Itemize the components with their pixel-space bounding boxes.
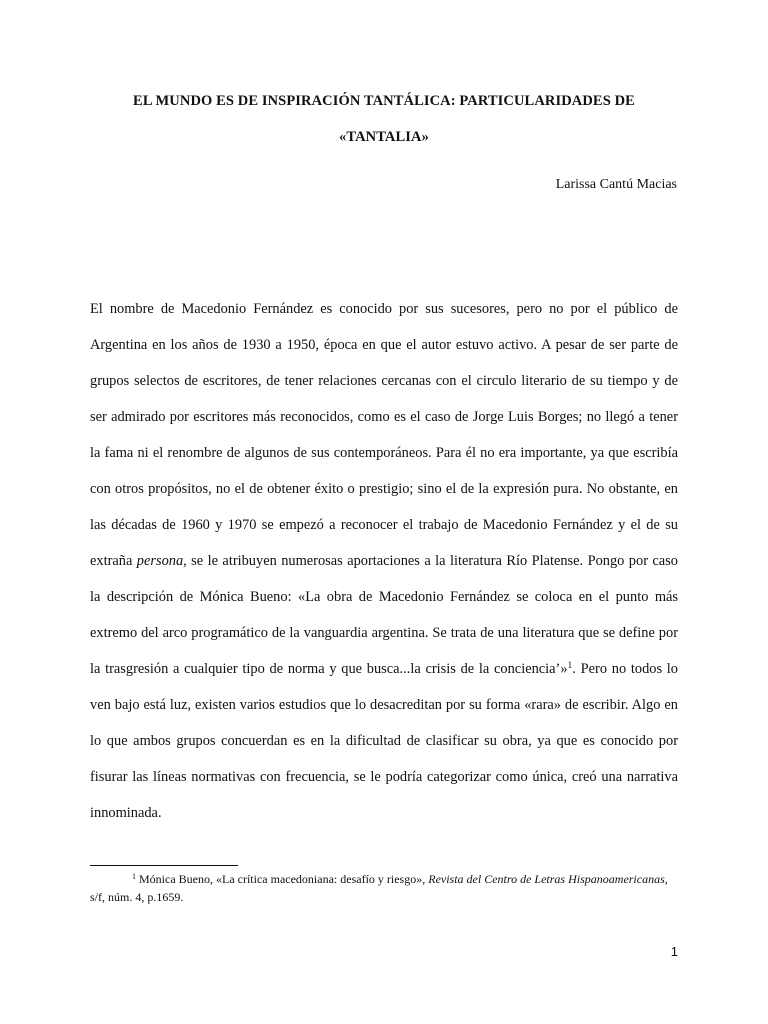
footnote-journal-title: Revista del Centro de Letras Hispanoamericanas: [428, 872, 665, 886]
footnote-text: Mónica Bueno, «La crítica macedoniana: desafío y riesgo»,: [136, 872, 429, 886]
document-title-line-2: «TANTALIA»: [339, 129, 429, 145]
document-title-line-1: EL MUNDO ES DE INSPIRACIÓN TANTÁLICA: PARTICULARIDADES DE: [133, 93, 635, 109]
footnote-citation-tail: , s/f, núm. 4, p.1659.: [90, 872, 668, 904]
footnote-separator: [90, 865, 238, 866]
paragraph-text-2: se le atribuyen numerosas aportaciones a la literatura Río Platense. Pongo por caso la descripción de Mónica Bueno: «La obra de Macedonio Fernández se coloca en el punto más extremo del arco programático de la vanguardia argentina. Se trata de una literatura que se define por la trasgresión a cualquier tipo de norma y que busca...la crisis de la conciencia’»: [90, 553, 678, 677]
author-name: Larissa Cantú Macias: [555, 177, 677, 192]
italic-word-persona: persona,: [136, 553, 187, 569]
footnote-reference[interactable]: 1: [567, 661, 573, 671]
paragraph-text-3: . Pero no todos lo ven bajo está luz, existen varios estudios que lo desacreditan por su forma «rara» de escribir. Algo en lo que ambos grupos concuerdan es en la dificultad de clasificar su obra, ya que es conocido por fisurar las líneas normativas con frecuencia, se le podría categorizar como única, creó una narrativa innominada.: [90, 661, 678, 821]
paragraph-text-1: El nombre de Macedonio Fernández es conocido por sus sucesores, pero no por el público de Argentina en los años de 1930 a 1950, época en que el autor estuvo activo. A pesar de ser parte de grupos selectos de escritores, de tener relaciones cercanas con el circulo literario de su tiempo y de ser admirado por escritores más reconocidos, como es el caso de Jorge Luis Borges; no llegó a tener la fama ni el renombre de algunos de sus contemporáneos. Para él no era importante, ya que escribía con otros propósitos, no el de obtener éxito o prestigio; sino el de la expresión pura. No obstante, en las décadas de 1960 y 1970 se empezó a reconocer el trabajo de Macedonio Fernández y el de su extraña: [90, 301, 678, 569]
footnote-number: 1: [132, 872, 136, 881]
footnote: [90, 870, 678, 906]
body-paragraph: [90, 291, 678, 831]
page-number: 1: [670, 944, 678, 959]
